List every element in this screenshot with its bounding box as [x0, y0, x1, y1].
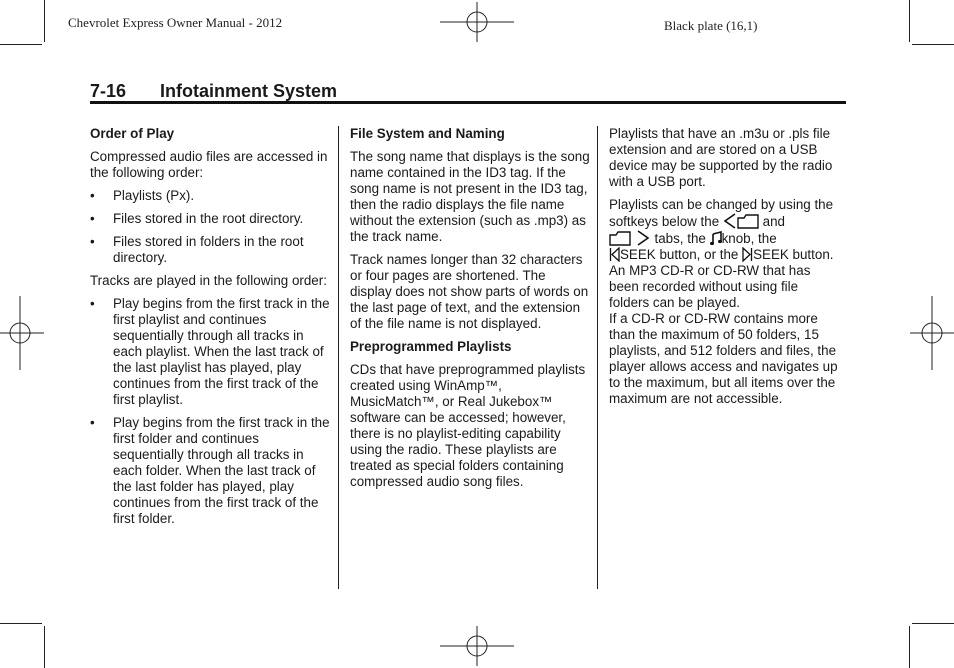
change-playlists-para: Playlists can be changed by using the softkeys below the and tabs, the knob, the SEEK button, or the SEEK button. An MP3 CD-R or CD-RW that has been recorded without using file folders can be played. — [609, 197, 834, 310]
seek-forward-icon — [742, 247, 753, 262]
max-folders-para: If a CD-R or CD-RW contains more than the maximum of 50 folders, 15 playlists, and 512 folders and files, the player allows access and navigates up to the maximum, but all items over the maximum are not accessible. — [609, 311, 838, 406]
crop-mark-tl-v — [44, 0, 45, 42]
left-arrow-icon — [723, 213, 737, 229]
list-item: • Play begins from the first track in the first playlist and continues sequentially through all tracks in each playlist. When the last track of the last playlist has played, play continues from the first track of the first playlist. — [90, 296, 330, 408]
registration-mark-top — [440, 2, 514, 42]
list-item: • Playlists (Px). — [90, 188, 330, 204]
list-item: • Play begins from the first track in the first folder and continues sequentially through all tracks in each folder. When the last track of the last folder has played, play continues from the first track of the first folder. — [90, 415, 330, 527]
track-names-para: Track names longer than 32 characters or four pages are shortened. The display does not show parts of words on the last page of text, and the extension of the file name is not displayed. — [350, 252, 589, 331]
play-list — [90, 296, 330, 527]
section-title: Infotainment System — [160, 81, 338, 101]
seek-back-icon — [609, 247, 620, 262]
list-item: • Files stored in the root directory. — [90, 211, 330, 227]
tracks-intro: Tracks are played in the following order: — [90, 273, 327, 288]
registration-mark-bottom — [440, 626, 514, 666]
order-list — [90, 188, 330, 266]
section-heading — [90, 81, 337, 102]
crop-mark-br-v — [909, 626, 910, 668]
crop-mark-tl-h — [0, 44, 42, 45]
page-number: 7-16 — [90, 81, 127, 101]
folder-tab-icon — [609, 230, 631, 246]
crop-mark-bl-v — [44, 626, 45, 668]
column-divider-2 — [597, 126, 598, 589]
order-of-play-heading: Order of Play — [90, 126, 175, 141]
music-note-icon — [710, 231, 722, 246]
right-arrow-icon — [635, 230, 651, 246]
crop-mark-br-h — [912, 623, 954, 624]
crop-mark-tr-v — [909, 0, 910, 42]
column-1 — [90, 126, 330, 534]
crop-mark-tr-h — [912, 44, 954, 45]
column-divider-1 — [338, 126, 339, 589]
list-item: • Files stored in folders in the root directory. — [90, 234, 330, 266]
registration-mark-left — [0, 296, 44, 370]
column-2 — [350, 126, 590, 497]
folder-tab-icon — [737, 213, 759, 229]
file-system-para: The song name that displays is the song name contained in the ID3 tag. If the song name is not present in the ID3 tag, then the radio displays the file name without the extension (such as .mp3) as the track name. — [350, 149, 590, 244]
file-system-heading: File System and Naming — [350, 126, 505, 141]
manual-title: Chevrolet Express Owner Manual - 2012 — [68, 15, 283, 30]
crop-mark-bl-h — [0, 623, 42, 624]
preprogrammed-heading: Preprogrammed Playlists — [350, 339, 512, 354]
heading-rule — [90, 101, 846, 104]
usb-playlists-para: Playlists that have an .m3u or .pls file extension and are stored on a USB device may be supported by the radio with a USB port. — [609, 126, 833, 189]
registration-mark-right — [910, 296, 954, 370]
plate-label: Black plate (16,1) — [664, 18, 758, 33]
order-intro: Compressed audio files are accessed in the following order: — [90, 149, 328, 180]
column-3 — [609, 126, 841, 414]
preprogrammed-para: CDs that have preprogrammed playlists created using WinAmp™, MusicMatch™, or Real Jukebox™ software can be accessed; however, there is no playlist-editing capability using the radio. These playlists are treated as special folders containing compressed audio song files. — [350, 362, 586, 489]
